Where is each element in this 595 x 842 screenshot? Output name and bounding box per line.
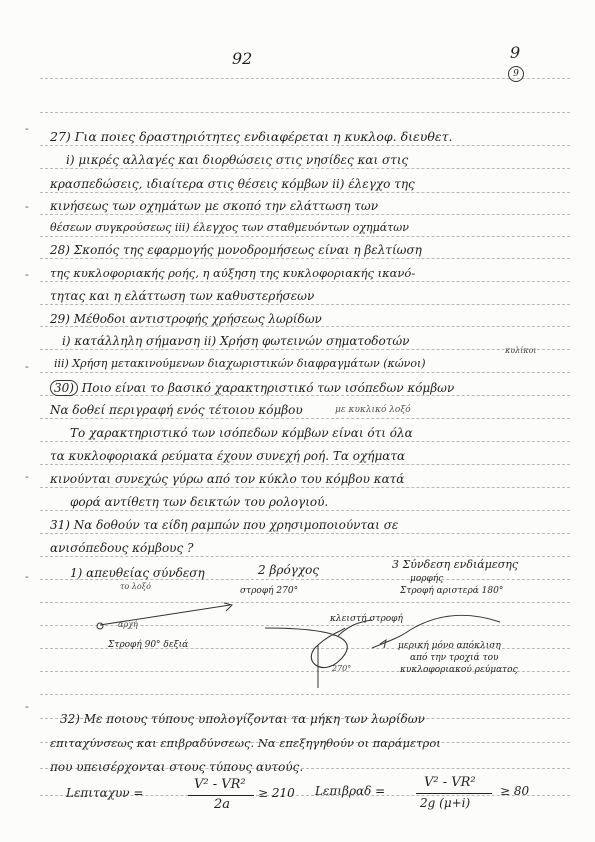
- q27-line: θέσεων συγκρούσεως iii) έλεγχος των σταθμευόντων οχημάτων: [50, 221, 409, 234]
- q29-note: κυλίκοι: [505, 346, 537, 355]
- formula-accel-numerator: V² - VR²: [194, 777, 246, 792]
- arrow-label: αρχή: [118, 620, 138, 629]
- q30-note: με κυκλικό λοξό: [335, 405, 411, 415]
- margin-dash: -: [25, 700, 29, 713]
- margin-dash: -: [25, 268, 29, 281]
- q30-line: Να δοθεί περιγραφή ενός τέτοιου κόμβου: [50, 403, 303, 417]
- page-number: 9: [510, 43, 521, 62]
- q28-line: της κυκλοφοριακής ροής, η αύξηση της κυκλοφοριακής ικανό-: [50, 266, 416, 280]
- q27-line: κρασπεδώσεις, ιδιαίτερα στις θέσεις κόμβων ii) έλεγχο της: [50, 177, 415, 191]
- q32-line: 32) Με ποιους τύπους υπολογίζονται τα μήκη των λωρίδων: [60, 712, 425, 726]
- partial-note: μερική μόνο απόκλιση: [398, 641, 501, 651]
- formula-accel-denominator: 2a: [214, 797, 231, 812]
- margin-dash: -: [25, 122, 29, 135]
- formula-decel-denominator: 2g (μ+i): [420, 796, 471, 810]
- q30-line: φορά αντίθετη των δεικτών του ρολογιού.: [70, 495, 329, 509]
- q27-title: 27) Για ποιες δραστηριότητες ενδιαφέρεται η κυκλοφ. διευθετ.: [50, 129, 453, 144]
- q30-line: τα κυκλοφοριακά ρεύματα έχουν συνεχή ροή. Τα οχήματα: [50, 449, 406, 463]
- q31-item-sub: στροφή 270°: [240, 586, 299, 596]
- q31-item: 2 βρόγχος: [258, 563, 320, 577]
- fraction-bar: [188, 795, 254, 796]
- q31-item-sub: Στροφή αριστερά 180°: [400, 586, 504, 596]
- q31-item-note: το λοξό: [120, 582, 151, 591]
- q30-number: 30): [50, 380, 78, 396]
- q29-line: i) κατάλληλη σήμανση ii) Χρήση φωτεινών σηματοδοτών: [62, 334, 410, 348]
- margin-dash: -: [25, 360, 29, 373]
- fraction-bar: [416, 793, 492, 794]
- q27-line: i) μικρές αλλαγές και διορθώσεις στις νησίδες και στις: [66, 153, 409, 167]
- q28-line: 28) Σκοπός της εφαρμογής μονοδρομήσεως είναι η βελτίωση: [50, 243, 422, 257]
- margin-dash: -: [25, 200, 29, 213]
- loop-label: κλειστή στροφή: [330, 614, 403, 624]
- q31-item: 1) απευθείας σύνδεση: [70, 566, 205, 580]
- q32-line: επιταχύνσεως και επιβραδύνσεως. Να επεξηγηθούν οι παράμετροι: [50, 736, 441, 750]
- q31-title: 31) Να δοθούν τα είδη ραμπών που χρησιμοποιούνται σε: [50, 518, 399, 532]
- q28-line: τητας και η ελάττωση των καθυστερήσεων: [50, 289, 315, 303]
- formula-accel-compare: ≥ 210: [258, 786, 295, 800]
- turn-right-label: Στροφή 90° δεξιά: [108, 640, 189, 650]
- angle-label: 270°: [332, 664, 352, 673]
- formula-decel-compare: ≥ 80: [500, 784, 530, 798]
- page-label: 92: [232, 49, 253, 68]
- q27-line: κινήσεως των οχημάτων με σκοπό την ελάττωση των: [50, 199, 378, 213]
- formula-decel-lhs: Lεπιβραδ =: [315, 784, 386, 798]
- q30-line: κινούνται συνεχώς γύρω από τον κύκλο του κόμβου κατά: [50, 472, 405, 486]
- q31-line: ανισόπεδους κόμβους ?: [50, 541, 194, 555]
- q30-line: Το χαρακτηριστικό των ισόπεδων κόμβων είναι ότι όλα: [70, 426, 413, 440]
- q31-item: 3 Σύνδεση ενδιάμεσης: [392, 558, 519, 571]
- partial-note: από την τροχιά του: [410, 653, 499, 663]
- formula-accel-lhs: Lεπιταχυν =: [66, 786, 144, 800]
- q32-line: που υπεισέρχονται στους τύπους αυτούς.: [50, 760, 304, 774]
- partial-note: κυκλοφοριακού ρεύματος: [400, 665, 518, 675]
- q29-title: 29) Μέθοδοι αντιστροφής χρήσεως λωρίδων: [50, 312, 322, 326]
- q30-title-text: Ποιο είναι το βασικό χαρακτηριστικό των ισόπεδων κόμβων: [81, 381, 455, 395]
- margin-dash: -: [25, 570, 29, 583]
- margin-dash: -: [25, 470, 29, 483]
- q29-line: iii) Χρήση μετακινούμενων διαχωριστικών διαφραγμάτων (κώνοι): [54, 357, 426, 370]
- q31-item-sub: μορφής: [410, 574, 444, 584]
- formula-decel-numerator: V² - VR²: [424, 775, 476, 790]
- page-number-circled: 9: [508, 66, 524, 82]
